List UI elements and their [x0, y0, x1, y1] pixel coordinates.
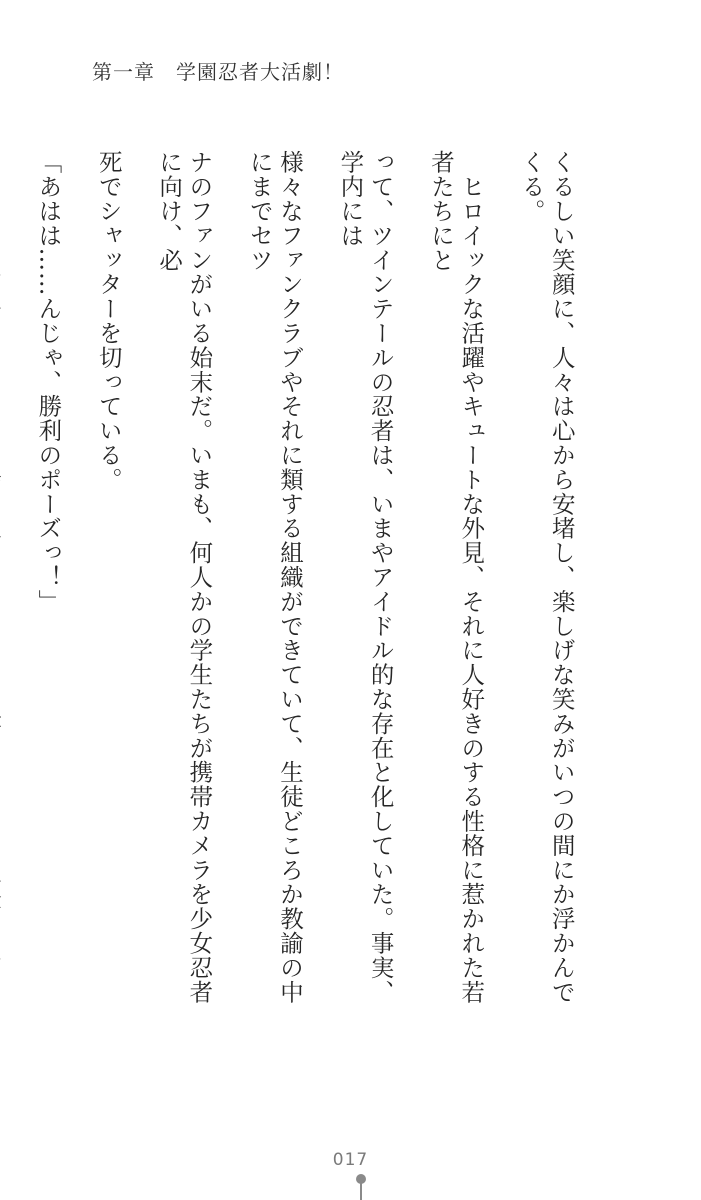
page-marker-stem	[360, 1182, 362, 1200]
page-marker-icon	[360, 1174, 362, 1200]
text-line	[0, 150, 3, 1010]
text-line: ナのファンがいる始末だ。いまも、何人かの学生たちが携帯カメラを少女忍者に向け、必	[155, 150, 214, 1004]
text-line: ヒロイックな活躍やキュートな外見、それに人好きのする性格に惹かれた若者たちにと	[426, 150, 486, 1004]
page-number: 017	[332, 1150, 369, 1170]
text-line: って、ツインテールの忍者は、いまやアイドル的な存在と化していた。事実、学内には	[336, 150, 395, 1004]
chapter-header: 第一章 学園忍者大活劇！	[92, 60, 344, 84]
text-line: 様々なファンクラブやそれに類する組織ができていて、生徒どころか教諭の中にまでセツ	[245, 150, 304, 1004]
text-line: くるしい笑顔に、人々は心から安堵し、楽しげな笑みがいつの間にか浮かんでくる。	[517, 150, 576, 1004]
text-line: 死でシャッターを切っている。	[94, 150, 123, 492]
text-line: 「あはは……んじゃ、勝利のポーズっ！」	[34, 150, 63, 614]
body-text	[0, 150, 607, 1010]
